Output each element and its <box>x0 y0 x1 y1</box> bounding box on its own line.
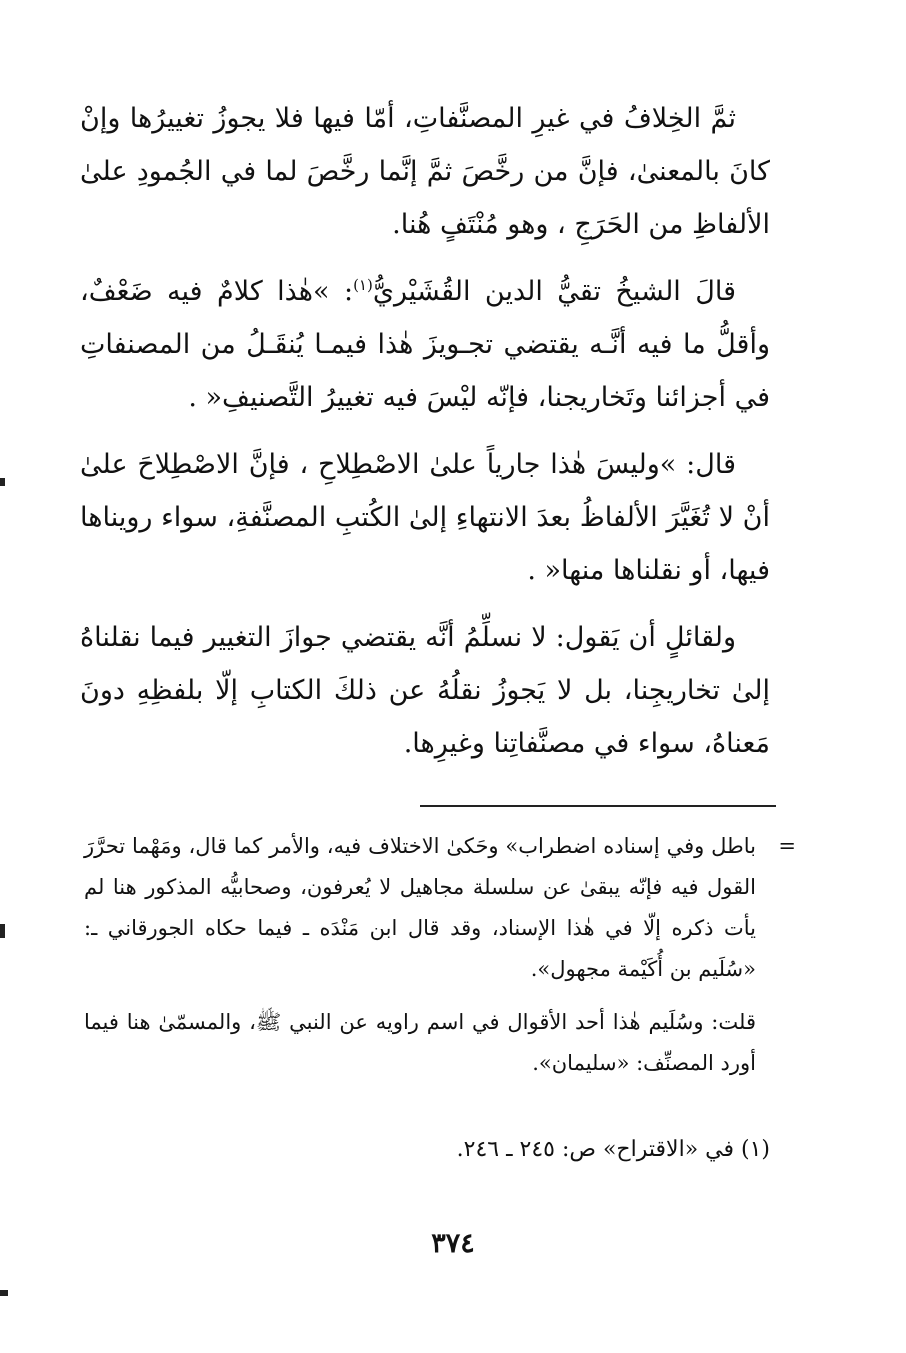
note-paragraph-2: قلت: وسُلَيم هٰذا أحد الأقوال في اسم راويه عن النبي ﷺ، والمسمّىٰ هنا فيما أورد المصنِّف: «سليمان». <box>84 1010 756 1075</box>
paragraph-3: قال: »وليسَ هٰذا جارياً علىٰ الاصْطِلاحِ ، فإنَّ الاصْطِلاحَ علىٰ أنْ لا تُغَيَّرَ الألفاظُ بعدَ الانتهاءِ إلىٰ الكُتبِ المصنَّفةِ، سواء رويناها فيها، أو نقلناها منها« . <box>80 449 770 586</box>
footnote-reference: (١) <box>353 276 373 294</box>
paragraph-2-lead: قالَ الشيخُ تقيُّ الدين القُشَيْريُّ <box>372 276 736 307</box>
footnote-1: (١) في «الاقتراح» ص: ٢٤٥ ـ ٢٤٦. <box>456 1137 770 1162</box>
paragraph-4: ولقائلٍ أن يَقول: لا نسلِّمُ أنَّه يقتضي جوازَ التغيير فيما نقلناهُ إلىٰ تخاريجِنا، بل لا يَجوزُ نقلُهُ عن ذلكَ الكتابِ إلّا بلفظِهِ دونَ مَعناهُ، سواء في مصنَّفاتِنا وغيرِها. <box>80 622 770 759</box>
paragraph-2-body: »هٰذا كلامٌ فيه ضَعْفٌ، وأقلُّ ما فيه أنَّـه يقتضي تجـويزَ هٰذا فيمـا يُنقَـلُ من المصنفاتِ في أجزائنا وتَخاريجنا، فإنّه ليْسَ فيه تغييرُ التَّصنيفِ« . <box>80 276 770 413</box>
paragraph-2-colon: : <box>329 276 354 307</box>
main-text <box>80 92 770 784</box>
footnote-separator <box>420 805 776 807</box>
continued-notes <box>84 826 796 1096</box>
paragraph-2 <box>80 265 770 424</box>
continuation-mark: = <box>778 834 796 858</box>
edge-mark-left-top <box>0 478 5 486</box>
page-number: ٣٧٤ <box>431 1228 475 1259</box>
edge-mark-left-bottom <box>0 1290 8 1296</box>
paragraph-1: ثمَّ الخِلافُ في غيرِ المصنَّفاتِ، أمّا فيها فلا يجوزُ تغييرُها وإنْ كانَ بالمعنىٰ، فإنَّ من رخَّصَ ثمَّ إنَّما رخَّصَ لما في الجُمودِ علىٰ الألفاظِ من الحَرَجِ ، وهو مُنْتَفٍ هُنا. <box>80 103 770 240</box>
edge-mark-left-middle <box>0 924 5 938</box>
note-paragraph-1: باطل وفي إسناده اضطراب» وحَكىٰ الاختلاف فيه، والأمر كما قال، ومَهْما تحرَّرَ القول فيه فإنّه يبقىٰ عن سلسلة مجاهيل لا يُعرفون، وصحابيُّه المذكور هنا لم يأت ذكره إلّا في هٰذا الإسناد، وقد قال ابن مَنْدَه ـ فيما حكاه الجورقاني ـ: «سُلَيم بن أُكَيْمة مجهول». <box>84 834 756 981</box>
